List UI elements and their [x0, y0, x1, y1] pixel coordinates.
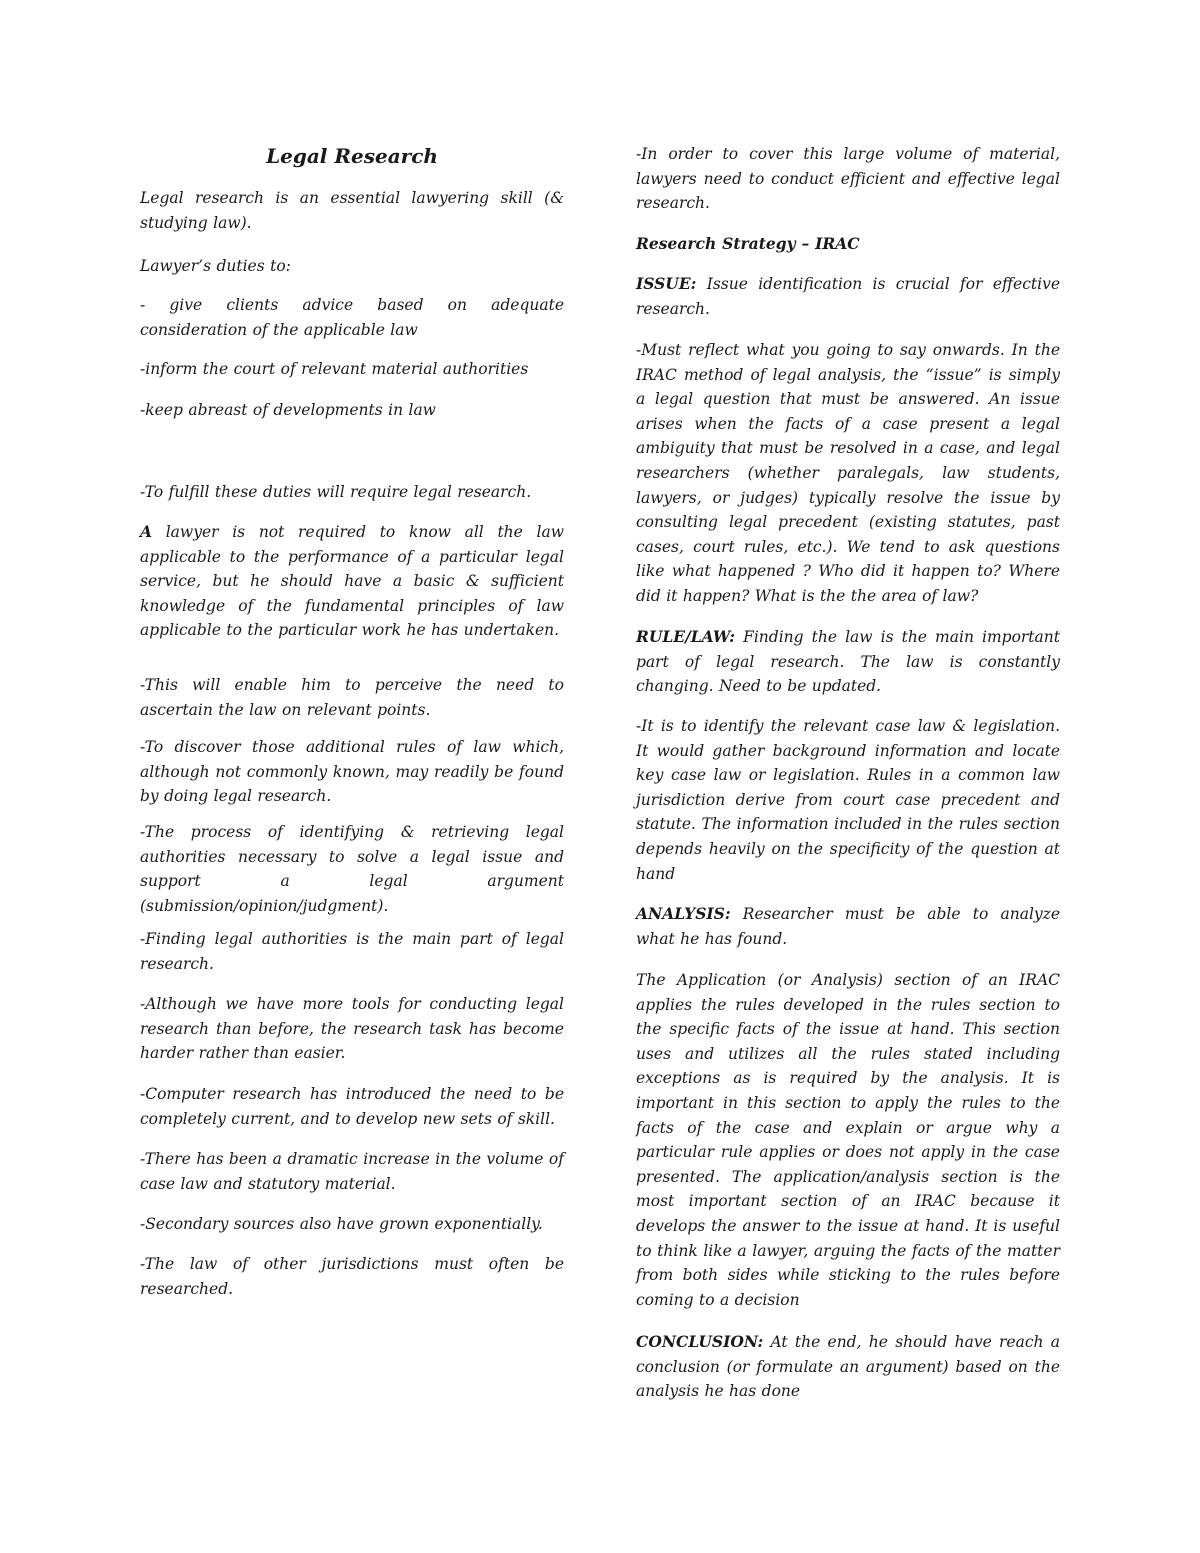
strategy-heading-text: Research Strategy – IRAC	[636, 234, 860, 253]
tools-paragraph: -Although we have more tools for conducting legal research than before, the research task has become harder rather than easier.	[140, 995, 564, 1063]
duty-advice: - give clients advice based on adequate consideration of the applicable law	[140, 296, 564, 339]
enable-paragraph: -This will enable him to perceive the need to ascertain the law on relevant points.	[140, 676, 564, 719]
rule-label: RULE/LAW:	[636, 627, 736, 646]
secondary-paragraph: -Secondary sources also have grown exponentially.	[140, 1215, 543, 1233]
fulfill-paragraph: -To fulfill these duties will require legal research.	[140, 483, 532, 501]
duty-inform: -inform the court of relevant material authorities	[140, 360, 529, 378]
application-paragraph: The Application (or Analysis) section of an IRAC applies the rules developed in the rules section to the specific facts of the issue at hand. This section uses and utilizes all the rules stated including exceptions as is required by the analysis. It is important in this section to apply the rules to the facts of the case and explain or argue why a particular rule applies or does not apply in the case presented. The application/analysis section is the most important section of an IRAC because it develops the answer to the issue at hand. It is useful to think like a lawyer, arguing the facts of the matter from both sides while sticking to the rules before coming to a decision	[636, 971, 1060, 1309]
analysis-paragraph	[636, 902, 1060, 951]
identify-paragraph: -It is to identify the relevant case law & legislation. It would gather background information and locate key case law or legislation. Rules in a common law jurisdiction derive from court case precedent and statute. The information included in the rules section depends heavily on the specificity of the question at hand	[636, 717, 1060, 883]
lawyer-lead-letter: A	[140, 522, 153, 541]
duties-heading: Lawyer’s duties to:	[140, 257, 291, 275]
process-paragraph: -The process of identifying & retrieving legal authorities necessary to solve a legal issue and support a legal argument (submission/opinion/judgment).	[140, 823, 564, 915]
strategy-heading	[636, 232, 1060, 257]
reflect-paragraph: -Must reflect what you going to say onwards. In the IRAC method of legal analysis, the “issue” is simply a legal question that must be answered. An issue arises when the facts of a case present a legal ambiguity that must be resolved in a case, and legal researchers (whether paralegals, law students, lawyers, or judges) typically resolve the issue by consulting legal precedent (existing statutes, past cases, court rules, etc.). We tend to ask questions like what happened ? Who did it happen to? Where did it happen? What is the the area of law?	[636, 341, 1060, 605]
page-title: Legal Research	[266, 144, 438, 168]
conclusion-text: At the end, he should have reach a conclusion (or formulate an argument) based on the analysis he has done	[636, 1333, 1060, 1401]
cover-paragraph: -In order to cover this large volume of material, lawyers need to conduct efficient and effective legal research.	[636, 145, 1060, 213]
discover-paragraph: -To discover those additional rules of law which, although not commonly known, may readily be found by doing legal research.	[140, 738, 564, 806]
lawyer-paragraph-text: lawyer is not required to know all the law applicable to the performance of a particular legal service, but he should have a basic & sufficient knowledge of the fundamental principles of law applicable to the particular work he has undertaken.	[140, 523, 564, 640]
intro-paragraph: Legal research is an essential lawyering skill (& studying law).	[140, 189, 564, 232]
volume-paragraph: -There has been a dramatic increase in the volume of case law and statutory material.	[140, 1150, 564, 1193]
duty-abreast: -keep abreast of developments in law	[140, 401, 436, 419]
conclusion-label: CONCLUSION:	[636, 1332, 764, 1351]
issue-text: Issue identification is crucial for effective research.	[636, 275, 1060, 318]
lawyer-paragraph	[140, 520, 564, 643]
rule-text: Finding the law is the main important part of legal research. The law is constantly changing. Need to be updated.	[636, 628, 1060, 696]
conclusion-paragraph	[636, 1330, 1060, 1404]
finding-paragraph: -Finding legal authorities is the main part of legal research.	[140, 930, 564, 973]
computer-paragraph: -Computer research has introduced the need to be completely current, and to develop new sets of skill.	[140, 1085, 564, 1128]
rule-paragraph	[636, 625, 1060, 699]
issue-label: ISSUE:	[636, 274, 697, 293]
issue-paragraph	[636, 272, 1060, 321]
analysis-label: ANALYSIS:	[636, 904, 731, 923]
analysis-text: Researcher must be able to analyze what he has found.	[636, 905, 1060, 948]
jurisdictions-paragraph: -The law of other jurisdictions must often be researched.	[140, 1255, 564, 1298]
